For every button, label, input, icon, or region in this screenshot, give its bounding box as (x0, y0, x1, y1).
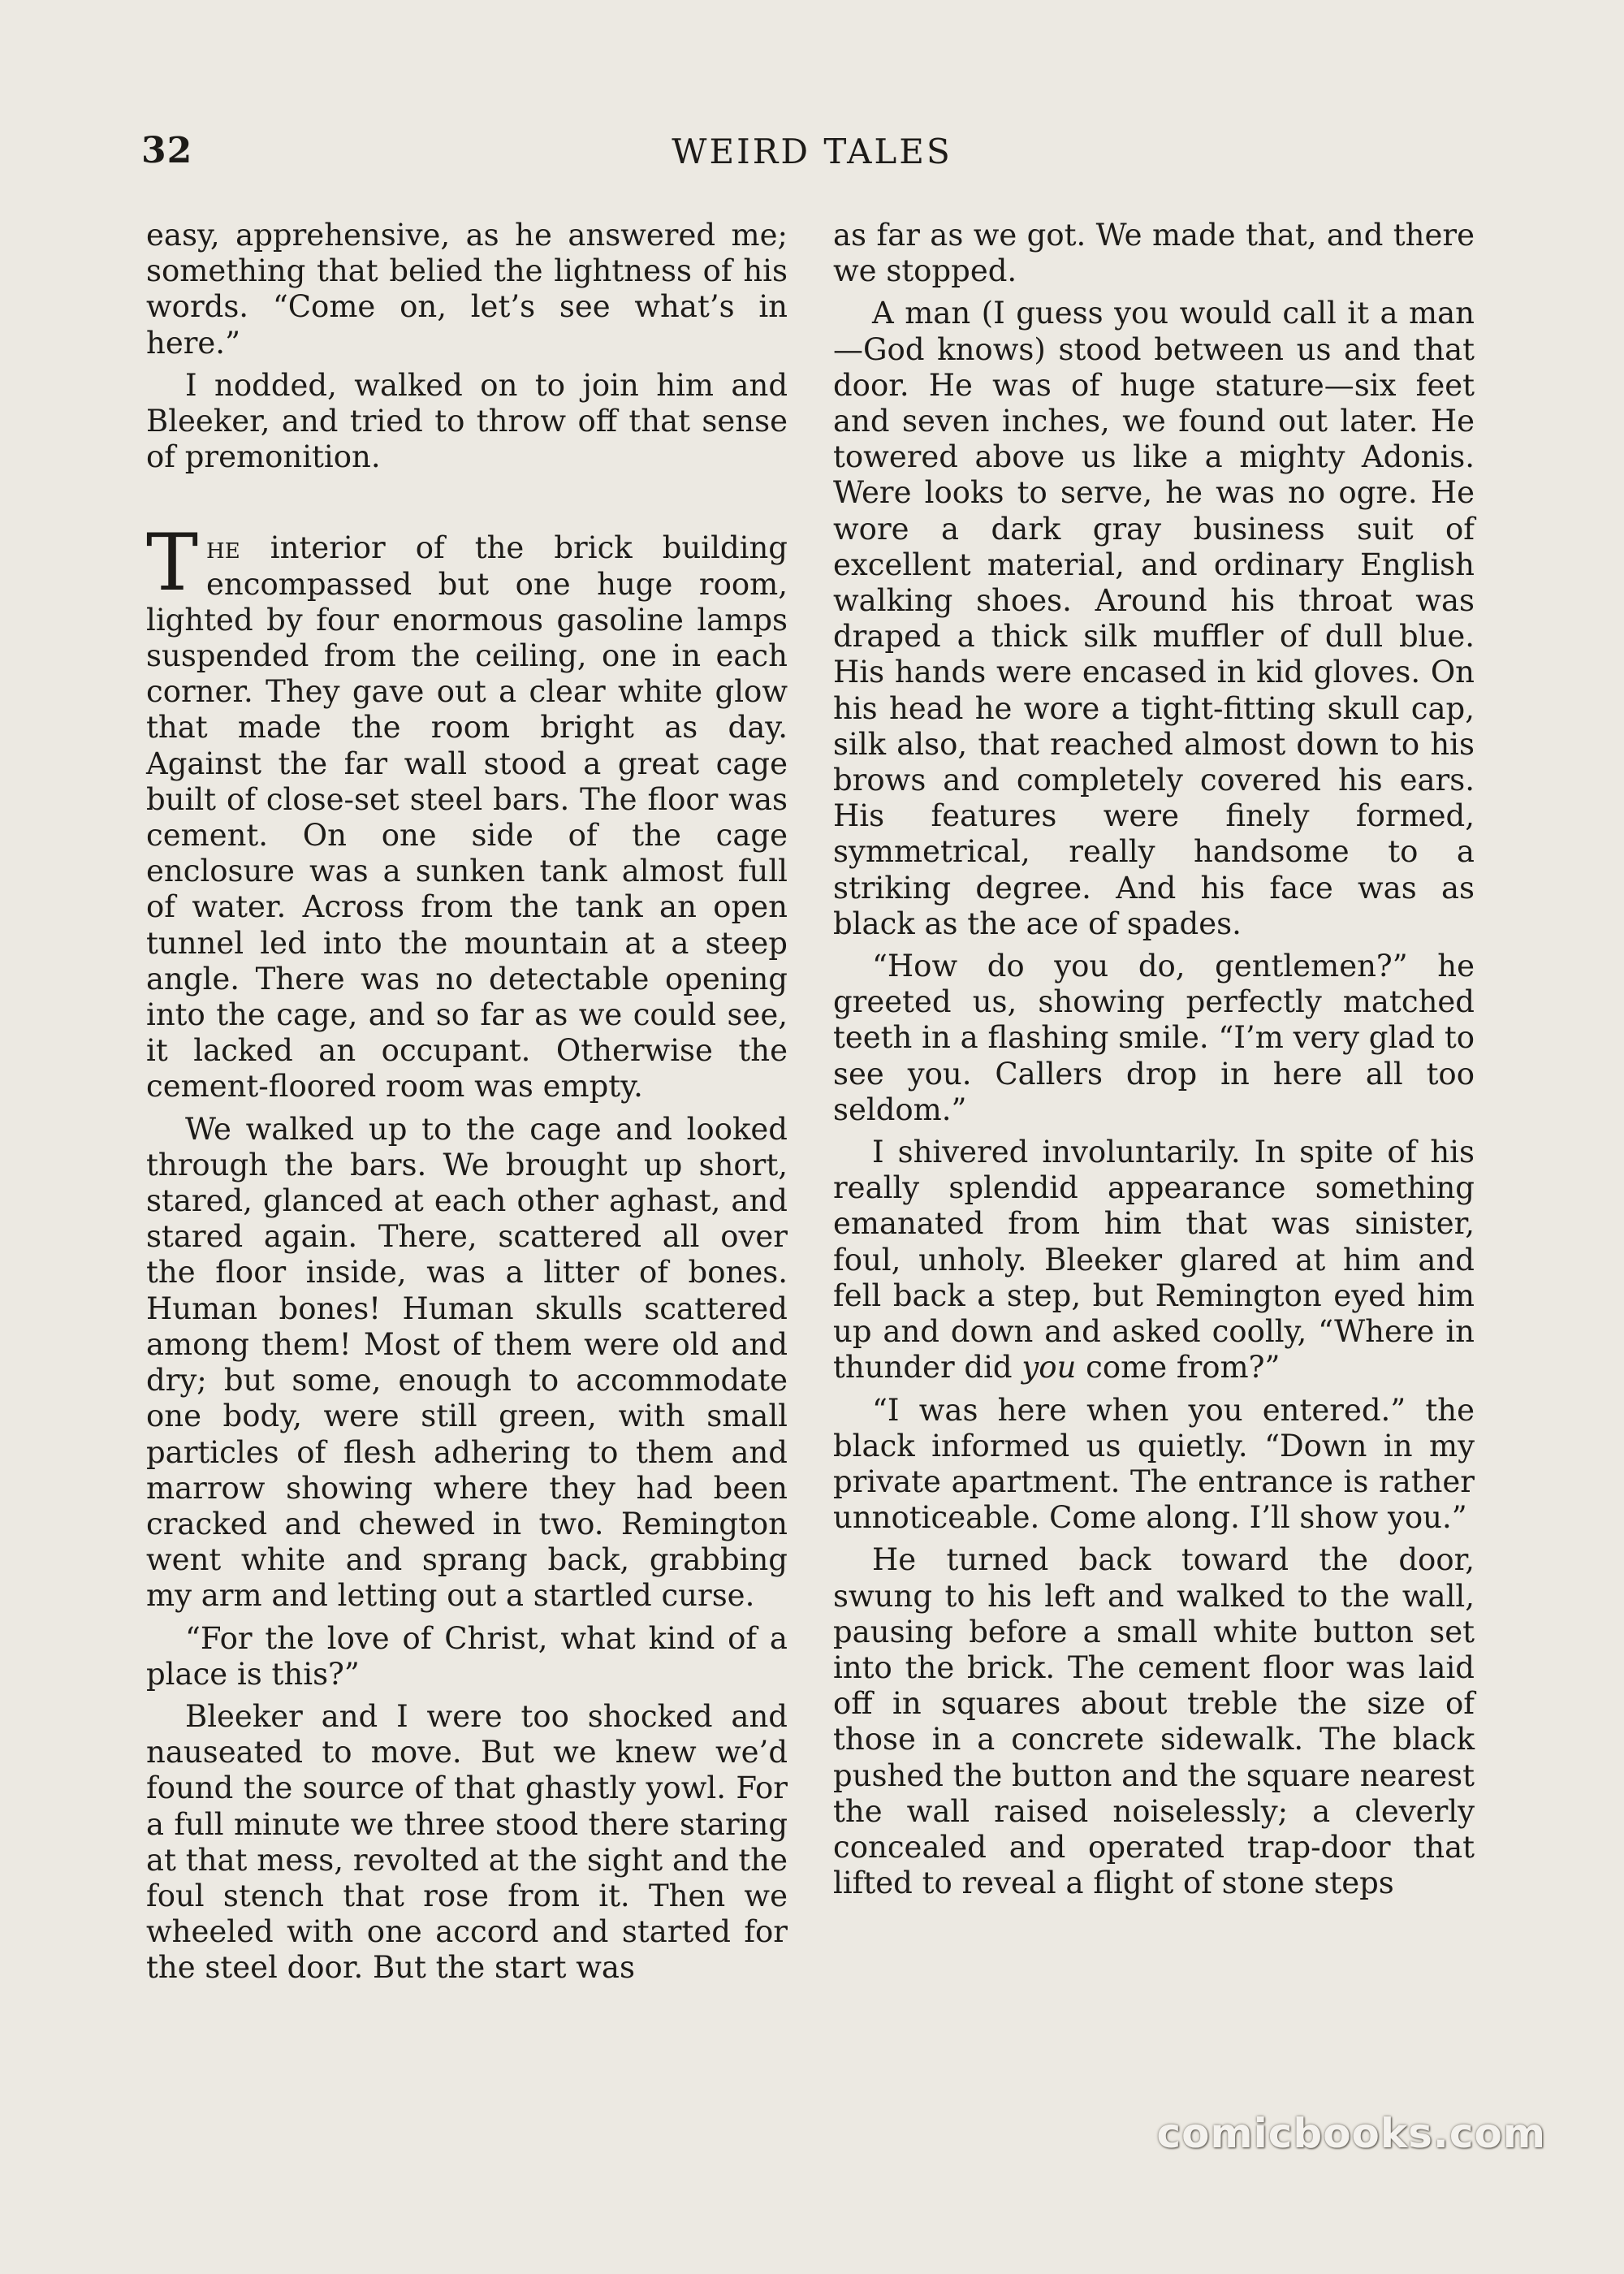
paragraph-text: interior of the brick building encompassed but one huge room, lighted by four enormous gasoline lamps suspended from the ceiling, one in each corner. They gave out a clear white glow that made the room bright as day. Against the far wall stood a great cage built of close-set steel bars. The floor was cement. On one side of the cage enclosure was a sunken tank almost full of water. Across from the tank an open tunnel led into the mountain at a steep angle. There was no detectable opening into the cage, and so far as we could see, it lacked an occupant. Otherwise the cement-floored room was empty. (146, 530, 788, 1105)
quote-text: come from?” (1076, 1350, 1281, 1386)
paragraph: easy, apprehensive, as he answered me; something that belied the lightness of his words. “Come on, let’s see what’s in here.” (146, 218, 788, 361)
paragraph: A man (I guess you would call it a man—God knows) stood between us and that door. He was of huge stature—six feet and seven inches, we found out later. He towered above us like a mighty Adonis. Were looks to serve, he was no ogre. He wore a dark gray business suit of excellent material, and ordinary English walking shoes. Around his throat was draped a thick silk muffler of dull blue. His hands were encased in kid gloves. On his head he wore a tight-fitting skull cap, silk also, that reached almost down to his brows and completely covered his ears. His features were finely formed, symmetrical, really handsome to a striking degree. And his face was as black as the ace of spades. (833, 296, 1475, 941)
paragraph-text: I shivered involuntarily. In spite of his really splendid appearance something emanated from him that was sinister, foul, unholy. Bleeker glared at him and fell back a step, but Remington eyed him up and down and asked coolly, (833, 1135, 1475, 1350)
paragraph: He turned back toward the door, swung to his left and walked to the wall, pausing before a small white button set into the brick. The cement floor was laid off in squares about treble the size of those in a concrete sidewalk. The black pushed the button and the square nearest the wall raised noiselessly; a cleverly concealed and operated trap-door that lifted to reveal a flight of stone steps (833, 1542, 1475, 1901)
paragraph: as far as we got. We made that, and there we stopped. (833, 218, 1475, 289)
small-caps-lead: he (206, 530, 240, 566)
watermark: comicbooks.com (1156, 2110, 1546, 2157)
quote-text: “Where in thunder did (833, 1314, 1475, 1386)
right-text-column (833, 218, 1475, 1901)
paragraph: “For the love of Christ, what kind of a place is this?” (146, 1620, 788, 1692)
italic-emphasis: you (1021, 1350, 1077, 1386)
paragraph: “How do you do, gentlemen?” he greeted us, showing perfectly matched teeth in a flashing smile. “I’m very glad to see you. Callers drop in here all too seldom.” (833, 949, 1475, 1127)
left-text-column (146, 218, 788, 1987)
page-number: 32 (141, 130, 193, 171)
paragraph: Bleeker and I were too shocked and nauseated to move. But we knew we’d found the source of that ghastly yowl. For a full minute we three stood there staring at that mess, revolted at the sight and the foul stench that rose from it. Then we wheeled with one accord and started for the steel door. But the start was (146, 1698, 788, 1986)
paragraph: “I was here when you entered.” the black informed us quietly. “Down in my private apartment. The entrance is rather unnoticeable. Come along. I’ll show you.” (833, 1392, 1475, 1536)
paragraph: I nodded, walked on to join him and Bleeker, and tried to throw off that sense of premonition. (146, 367, 788, 475)
section-start-paragraph (146, 517, 788, 1105)
paragraph (833, 1135, 1475, 1386)
paragraph: We walked up to the cage and looked through the bars. We brought up short, stared, glanced at each other aghast, and stared again. There, scattered all over the floor inside, was a litter of bones. Human bones! Human skulls scattered among them! Most of them were old and dry; but some, enough to accommodate one body, were still green, with small particles of flesh adhering to them and marrow showing where they had been cracked and chewed in two. Remington went white and sprang back, grabbing my arm and letting out a startled curse. (146, 1111, 788, 1614)
drop-cap: T (146, 517, 199, 609)
running-head-title: WEIRD TALES (672, 132, 952, 171)
